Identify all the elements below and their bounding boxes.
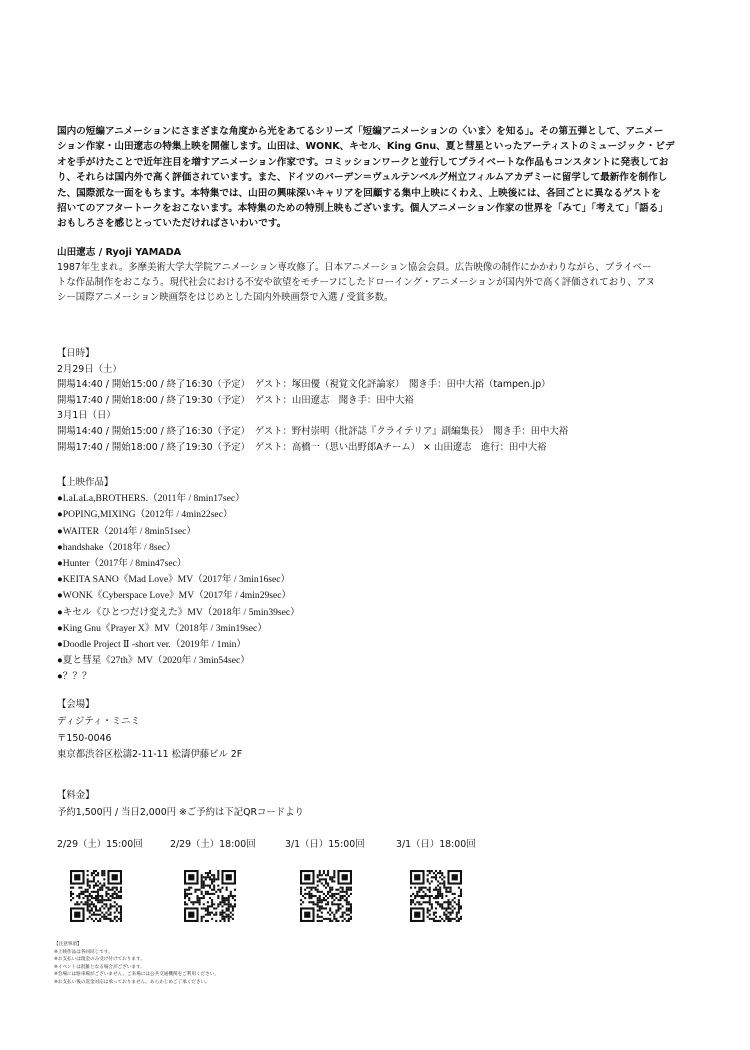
intro-line: 国内の短編アニメーションにさまざまな角度から光をあてるシリーズ「短編アニメーションの〈いま〉を知る」。その第五弾として、アニメー <box>57 126 664 137</box>
fee-heading: 【料金】 <box>57 790 95 801</box>
intro-line: た、国際派な一面をもちます。本特集では、山田の興味深いキャリアを回顧する集中上映にくわえ、上映後には、各回ごとに異なるゲストを <box>57 187 661 199</box>
works-heading: 【上映作品】 <box>57 477 114 488</box>
intro-paragraph <box>57 124 697 232</box>
intro-line: 招いてのアフタートークをおこないます。本特集のための特別上映もございます。個人アニメーション作家の世界を「みて」「考えて」「語る」 <box>57 203 668 215</box>
works-section <box>57 475 300 686</box>
schedule-line: 開場17:40 / 開始18:00 / 終了19:30（予定） ゲスト：山田遼志 聞き手：田中大裕 <box>57 394 414 406</box>
venue-address: 東京都渋谷区松濤2-11-11 松濤伊藤ビル 2F <box>57 749 243 761</box>
work-item: ●Hunter（2017年 / 8min47sec） <box>57 558 187 570</box>
artist-name: 山田遼志 / Ryoji YAMADA <box>57 247 182 258</box>
qr-label: 3/1（日）18:00回 <box>396 839 476 850</box>
venue-heading: 【会場】 <box>57 699 95 710</box>
notes-section <box>54 941 219 987</box>
work-item: ●WAITER（2014年 / 8min51sec） <box>57 525 197 537</box>
bio-line: シー国際アニメーション映画祭をはじめとした国内外映画祭で入選 / 受賞多数。 <box>57 292 394 303</box>
note-line: ※お支払いは現金のみ受け付けております。 <box>54 957 145 963</box>
schedule-line: 開場14:40 / 開始15:00 / 終了16:30（予定） ゲスト：塚田優（視覚文化評論家） 聞き手：田中大裕（tampen.jp） <box>57 379 551 391</box>
schedule-date: 3月1日（日） <box>57 410 116 422</box>
venue-postal-code: 〒150-0046 <box>57 732 112 744</box>
note-line: ※会場には駐車場がございません。ご来場には公共交通機関をご利用ください。 <box>54 972 219 978</box>
schedule-date: 2月29日（土） <box>57 363 122 375</box>
notes-heading: 【注意事項】 <box>54 942 82 947</box>
qr-code-icon[interactable] <box>410 870 462 922</box>
schedule-heading: 【日時】 <box>57 348 95 359</box>
work-item: ●夏と彗星《27th》MV（2020年 / 3min54sec） <box>57 655 250 667</box>
work-item: ●KEITA SANO《Mad Love》MV（2017年 / 3min16sec） <box>57 574 291 586</box>
qr-label: 2/29（土）15:00回 <box>57 839 143 850</box>
qr-label: 3/1（日）15:00回 <box>285 839 365 850</box>
work-item: ●King Gnu《Prayer X》MV（2018年 / 3min19sec） <box>57 622 267 634</box>
bio-line: トな作品制作をおこなう。現代社会における不安や欲望をモチーフにしたドローイング・アニメーションが国内外で高く評価されており、アヌ <box>57 277 655 288</box>
intro-line: おもしろさを感じとっていただければさいわいです。 <box>57 218 287 230</box>
artist-bio <box>57 260 697 305</box>
work-item: ●handshake（2018年 / 8sec） <box>57 541 176 553</box>
schedule-section <box>57 346 568 455</box>
note-line: ※イベントは混雑となる場合がございます。 <box>54 964 145 970</box>
bio-line: 1987年生まれ。多摩美術大学大学院アニメーション専攻修了。日本アニメーション協会会員。広告映像の制作にかかわりながら、プライベー <box>57 262 652 273</box>
work-item: ●LaLaLa,BROTHERS.（2011年 / 8min17sec） <box>57 493 245 505</box>
qr-code-icon[interactable] <box>184 870 236 922</box>
venue-section <box>57 697 242 764</box>
fee-section <box>57 787 304 821</box>
venue-name: ディジティ・ミニミ <box>57 715 140 727</box>
work-item: ●WONK《Cyberspace Love》MV（2017年 / 4min29sec） <box>57 590 292 602</box>
intro-line: り、それらは国内外で高く評価されています。また、ドイツのバーデン＝ヴュルテンベルグ州立フィルムアカデミーに留学して最新作を制作し <box>57 172 668 184</box>
work-item: ●？？？ <box>57 671 92 683</box>
note-line: ※上映作品は各回同じです。 <box>54 949 113 955</box>
work-item: ●POPING,MIXING（2012年 / 4min22sec） <box>57 509 233 521</box>
fee-line: 予約1,500円 / 当日2,000円 ※ご予約は下記QRコードより <box>57 807 304 818</box>
work-item: ●Doodle Project Ⅱ -short ver.（2019年 / 1min） <box>57 639 246 651</box>
work-item: ●キセル《ひとつだけ変えた》MV（2018年 / 5min39sec） <box>57 606 300 618</box>
schedule-line: 開場14:40 / 開始15:00 / 終了16:30（予定） ゲスト：野村崇明（批評誌『クライテリア』副編集長） 聞き手：田中大裕 <box>57 425 569 437</box>
schedule-line: 開場17:40 / 開始18:00 / 終了19:30（予定） ゲスト：高橋一（思い出野郎Aチーム） × 山田遼志 進行：田中大裕 <box>57 441 547 453</box>
note-line: ※お支払い後の返金対応は承っておりません。あらかじめご了承ください。 <box>54 979 210 985</box>
qr-code-icon[interactable] <box>300 870 352 922</box>
intro-line: オを手がけたことで近年注目を増すアニメーション作家です。コミッションワークと並行してプライベートな作品もコンスタントに発表してお <box>57 156 669 168</box>
qr-label: 2/29（土）18:00回 <box>170 839 256 850</box>
intro-line: ション作家・山田遼志の特集上映を開催します。山田は、WONK、キセル、King Gnu、夏と彗星といったアーティストのミュージック・ビデ <box>57 141 675 153</box>
qr-code-icon[interactable] <box>70 870 122 922</box>
